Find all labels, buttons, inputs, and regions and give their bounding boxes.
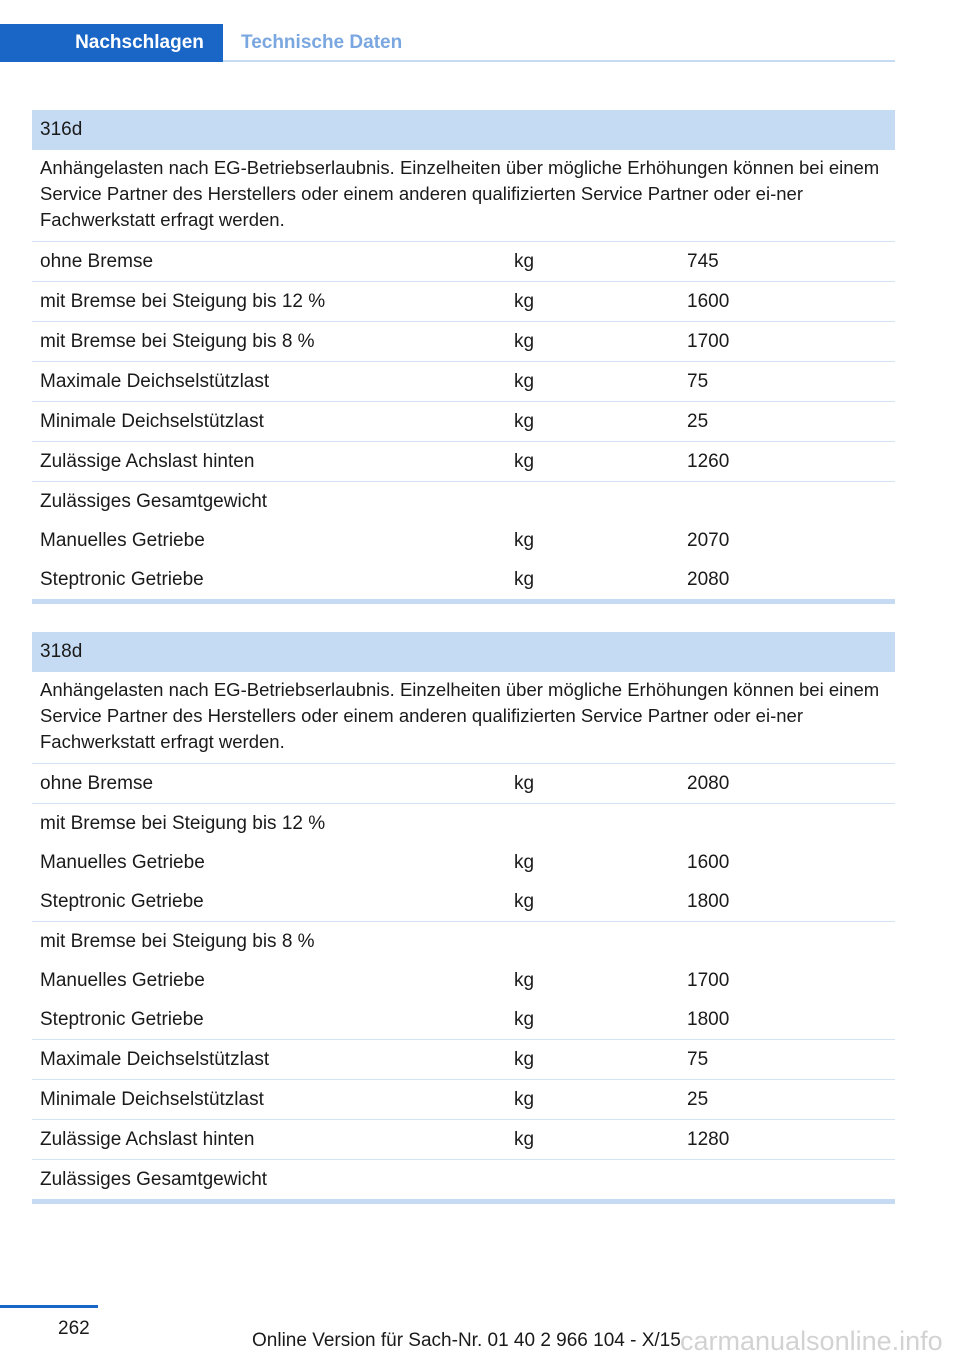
row-value: 2080 <box>687 773 730 794</box>
row-unit: kg <box>514 1129 535 1150</box>
row-value: 1600 <box>687 852 730 873</box>
table-row <box>32 922 895 961</box>
table-row <box>32 442 895 482</box>
page-header <box>0 24 960 62</box>
row-unit: kg <box>514 1009 535 1030</box>
tab-nachschlagen-label: Nachschlagen <box>75 32 204 53</box>
row-value: 1260 <box>687 451 730 472</box>
table-row <box>32 804 895 843</box>
table-row <box>32 402 895 442</box>
table-title <box>32 632 895 672</box>
row-unit: kg <box>514 891 535 912</box>
row-unit: kg <box>514 773 535 794</box>
row-label: ohne Bremse <box>40 773 154 794</box>
row-label: Manuelles Getriebe <box>40 970 205 991</box>
row-label: Manuelles Getriebe <box>40 530 205 551</box>
row-value: 2080 <box>687 569 730 590</box>
row-unit: kg <box>514 331 535 352</box>
table-318d <box>32 632 895 1204</box>
table-title-text: 318d <box>40 641 83 662</box>
table-row <box>32 764 895 804</box>
watermark: carmanualsonline.info <box>680 1326 943 1356</box>
row-label: ohne Bremse <box>40 251 154 272</box>
table-note: Anhängelasten nach EG-Betriebserlaubnis. Einzelheiten über mögliche Erhöhungen können bei einem Service Partner des Herstellers oder einem anderen qualifizierten Service Partner oder ei-ner Fachwerkstatt erfragt werden. <box>32 150 895 242</box>
table-row <box>32 322 895 362</box>
row-label: Zulässige Achslast hinten <box>40 1129 255 1150</box>
row-unit: kg <box>514 970 535 991</box>
table-row <box>32 362 895 402</box>
row-label: Steptronic Getriebe <box>40 569 204 590</box>
row-value: 1700 <box>687 331 730 352</box>
row-label: Zulässiges Gesamtgewicht <box>40 491 268 512</box>
row-unit: kg <box>514 451 535 472</box>
table-note: Anhängelasten nach EG-Betriebserlaubnis. Einzelheiten über mögliche Erhöhungen können bei einem Service Partner des Herstellers oder einem anderen qualifizierten Service Partner oder ei-ner Fachwerkstatt erfragt werden. <box>32 672 895 764</box>
table-title <box>32 110 895 150</box>
table-row <box>32 1000 895 1040</box>
row-unit: kg <box>514 569 535 590</box>
tab-technische-daten-label: Technische Daten <box>241 32 403 53</box>
row-label: Minimale Deichselstützlast <box>40 411 264 432</box>
row-unit: kg <box>514 530 535 551</box>
page-number: 262 <box>58 1318 90 1339</box>
table-row <box>32 1160 895 1199</box>
table-row <box>32 1040 895 1080</box>
row-unit: kg <box>514 291 535 312</box>
row-value: 745 <box>687 251 719 272</box>
row-label: mit Bremse bei Steigung bis 12 % <box>40 291 326 312</box>
row-label: Maximale Deichselstützlast <box>40 371 270 392</box>
row-unit: kg <box>514 251 535 272</box>
row-value: 2070 <box>687 530 730 551</box>
row-value: 25 <box>687 411 709 432</box>
table-bottom-rule <box>32 1199 895 1204</box>
row-label: Steptronic Getriebe <box>40 891 204 912</box>
row-unit: kg <box>514 371 535 392</box>
table-row <box>32 1120 895 1160</box>
table-row <box>32 560 895 599</box>
row-unit: kg <box>514 411 535 432</box>
row-value: 25 <box>687 1089 709 1110</box>
row-label: Maximale Deichselstützlast <box>40 1049 270 1070</box>
row-label: Zulässiges Gesamtgewicht <box>40 1169 268 1190</box>
table-title-text: 316d <box>40 119 83 140</box>
row-value: 75 <box>687 371 709 392</box>
row-label: Minimale Deichselstützlast <box>40 1089 264 1110</box>
row-label: Zulässige Achslast hinten <box>40 451 255 472</box>
row-unit: kg <box>514 1049 535 1070</box>
row-label: mit Bremse bei Steigung bis 8 % <box>40 331 315 352</box>
header-divider <box>223 60 895 62</box>
row-value: 1800 <box>687 1009 730 1030</box>
table-row <box>32 1080 895 1120</box>
table-row <box>32 843 895 882</box>
table-row <box>32 961 895 1000</box>
table-row <box>32 242 895 282</box>
table-row <box>32 882 895 922</box>
table-bottom-rule <box>32 599 895 604</box>
row-label: mit Bremse bei Steigung bis 12 % <box>40 813 326 834</box>
tab-nachschlagen[interactable] <box>0 24 223 62</box>
row-value: 75 <box>687 1049 709 1070</box>
row-label: mit Bremse bei Steigung bis 8 % <box>40 931 315 952</box>
row-value: 1700 <box>687 970 730 991</box>
row-label: Steptronic Getriebe <box>40 1009 204 1030</box>
row-value: 1800 <box>687 891 730 912</box>
row-unit: kg <box>514 1089 535 1110</box>
footer-accent-line <box>0 1305 98 1308</box>
row-value: 1280 <box>687 1129 730 1150</box>
table-row <box>32 521 895 560</box>
table-row <box>32 282 895 322</box>
row-label: Manuelles Getriebe <box>40 852 205 873</box>
row-unit: kg <box>514 852 535 873</box>
row-value: 1600 <box>687 291 730 312</box>
tab-technische-daten[interactable] <box>241 24 402 62</box>
footer-version-text: Online Version für Sach-Nr. 01 40 2 966 104 - X/15 <box>252 1330 681 1351</box>
table-row <box>32 482 895 521</box>
table-316d <box>32 110 895 604</box>
